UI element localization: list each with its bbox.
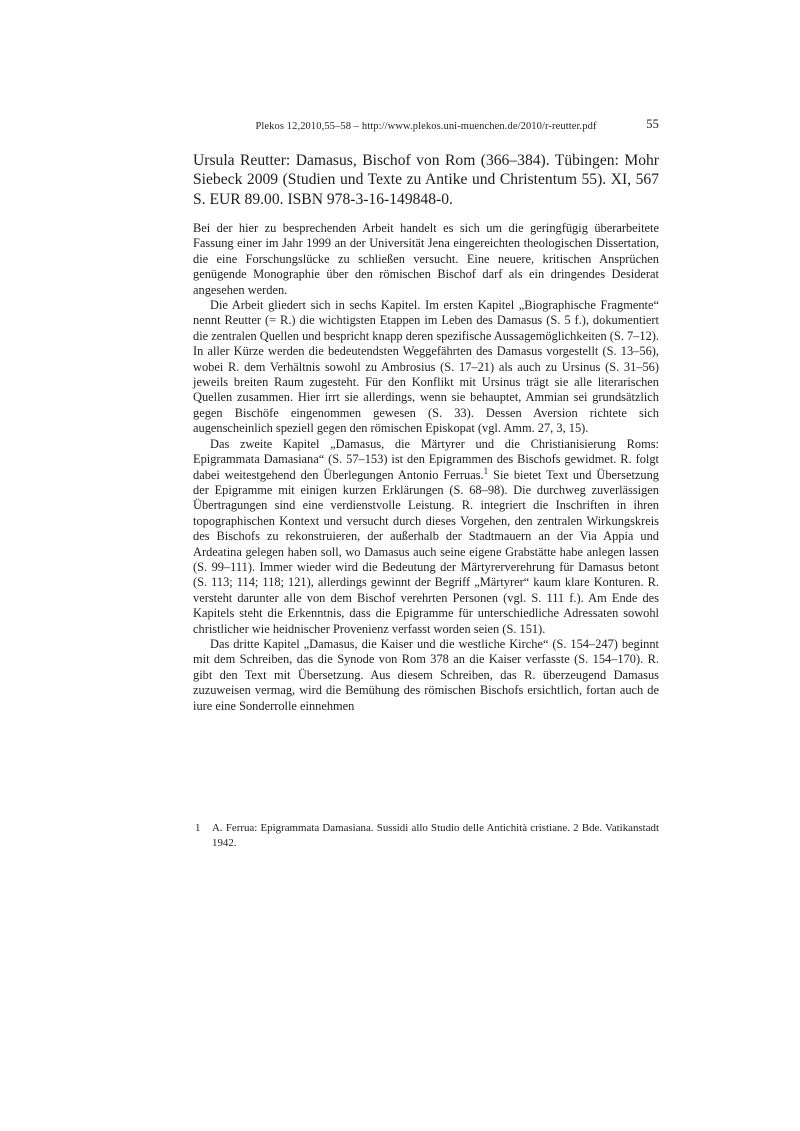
footnote-text: A. Ferrua: Epigrammata Damasiana. Sussidi allo Studio delle Antichità cristiane. 2 Bde. Vatikanstadt 1942. <box>212 822 659 849</box>
paragraph-1: Bei der hier zu besprechenden Arbeit handelt es sich um die geringfügig überarbeitete Fassung einer im Jahr 1999 an der Universität Jena eingereichten theologischen Dissertation, die eine Forschungslücke zu schließen versucht. Eine neuere, kritischen Ansprüchen genügende Monographie über den römischen Bischof darf als ein dringendes Desiderat angesehen werden. <box>193 221 659 297</box>
footnote <box>193 821 659 850</box>
footnote-marker: 1 <box>195 822 201 834</box>
paragraph-3 <box>193 437 659 637</box>
review-body <box>193 221 659 714</box>
paragraph-4: Das dritte Kapitel „Damasus, die Kaiser und die westliche Kirche“ (S. 154–247) beginnt mit dem Schreiben, das die Synode von Rom 378 an die Kaiser verfasste (S. 154–170). R. gibt den Text mit Übersetzung. Aus diesem Schreiben, das R. überzeugend Damasus zuzuweisen vermag, wird die Bemühung des römischen Bischofs ersichtlich, fortan auch de iure eine Sonderrolle einnehmen <box>193 636 659 713</box>
paragraph-3-continued: Sie bietet Text und Übersetzung der Epigramme mit einigen kurzen Erklärungen (S. 68–98). Die durchweg zuverlässigen Übertragungen sind eine verdienstvolle Leistung. R. integriert die Inschriften in ihren topographischen Kontext und versucht durch dieses Vorgehen, den zentralen Wirkungskreis des Bischofs zu rekonstruieren, der außerhalb der Stadtmauern an der Via Appia und Ardeatina gelegen haben soll, wo Damasus auch seine eigene Grabstätte habe anlegen lassen (S. 99–111). Immer wieder wird die Bedeutung der Märtyrerverehrung für Damasus betont (S. 113; 114; 118; 121), allerdings gewinnt der Begriff „Märtyrer“ kaum klare Konturen. R. versteht darunter alle von dem Bischof verehrten Personen (vgl. S. 111 f.). Am Ende des Kapitels steht die Erkenntnis, dass die Epigramme für unterschiedliche Adressaten sowohl christlicher wie heidnischer Provenienz verfasst worden seien (S. 151). <box>193 467 660 636</box>
running-head-text: Plekos 12,2010,55–58 – http://www.plekos.uni-muenchen.de/2010/r-reutter.pdf <box>255 121 597 132</box>
review-title: Ursula Reutter: Damasus, Bischof von Rom (366–384). Tübingen: Mohr Siebeck 2009 (Studien und Texte zu Antike und Christentum 55). XI, 567 S. EUR 89.00. ISBN 978-3-16-149848-0. <box>193 152 659 208</box>
footnote-reference: 1 <box>483 465 489 476</box>
paragraph-3-text: Das zweite Kapitel „Damasus, die Märtyrer und die Christianisierung Roms: Epigrammata Damasiana“ (S. 57–153) ist den Epigrammen des Bischofs gewidmet. R. folgt dabei weitestgehend den Überlegungen Antonio Ferruas. <box>193 436 659 482</box>
page-number: 55 <box>646 117 659 131</box>
paragraph-2: Die Arbeit gliedert sich in sechs Kapitel. Im ersten Kapitel „Biographische Fragmente“ nennt Reutter (= R.) die wichtigsten Etappen im Leben des Damasus (S. 5 f.), dokumentiert die zentralen Quellen und bespricht knapp deren spezifische Aussagemöglichkeiten (S. 7–12). In aller Kürze werden die bedeutendsten Weggefährten des Damasus vorgestellt (S. 13–56), wobei R. dem Verhältnis sowohl zu Ambrosius (S. 17–21) als auch zu Ursinus (S. 31–56) jeweils breiten Raum zugesteht. Für den Konflikt mit Ursinus trägt sie alle literarischen Quellen zusammen. Hier irrt sie allerdings, wenn sie behauptet, Ammian sei grundsätzlich gegen Bischöfe eingenommen gewesen (S. 33). Dessen Aversion richtete sich augenscheinlich speziell gegen den römischen Episkopat (vgl. Amm. 27, 3, 15). <box>193 298 659 436</box>
running-head <box>193 117 659 133</box>
